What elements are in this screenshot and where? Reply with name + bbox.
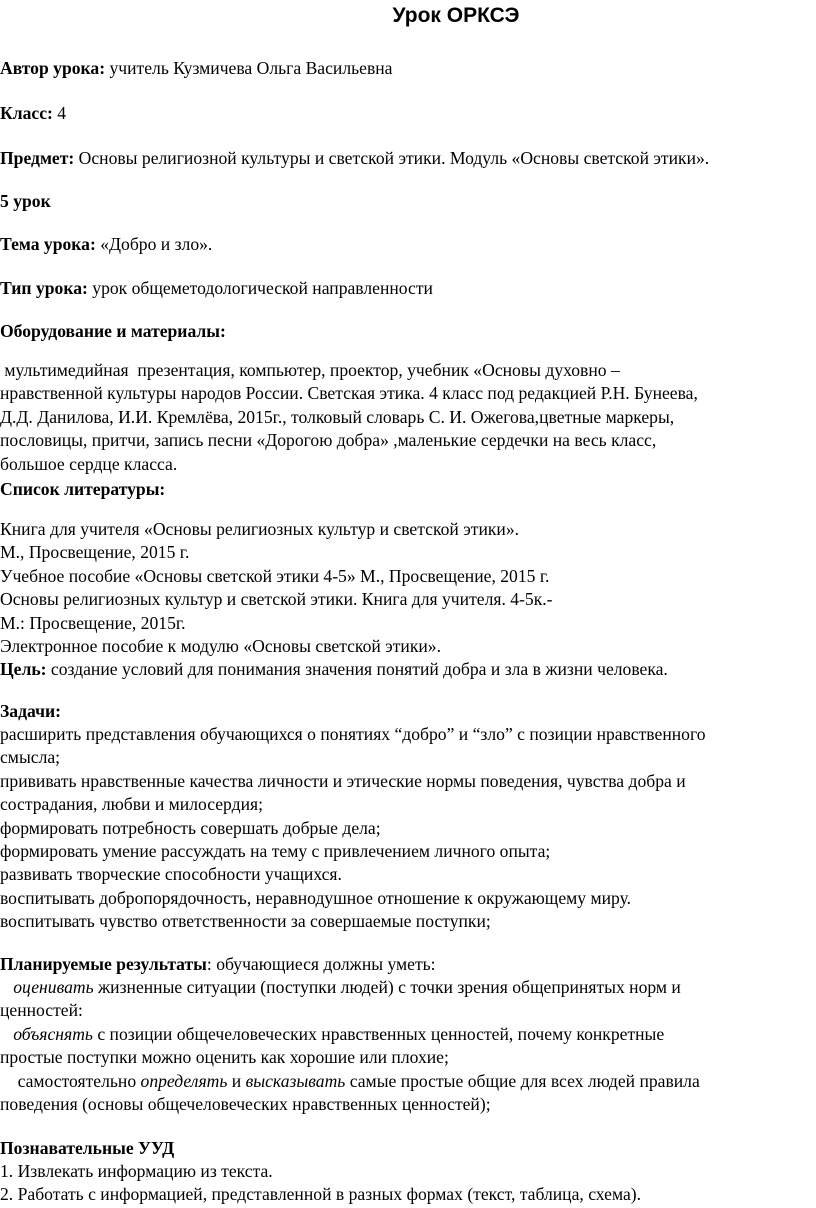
topic-label: Тема урока: [0, 234, 96, 254]
cognitive-list [0, 1160, 812, 1207]
equipment-heading: Оборудование и материалы: [0, 321, 226, 341]
result-item: самостоятельно определять и высказывать самые простые общие для всех людей правила [0, 1070, 700, 1091]
equipment-line: Д.Д. Данилова, И.И. Кремлёва, 2015г., толковый словарь С. И. Ожегова,цветные маркеры, [0, 406, 675, 427]
grade-line [0, 102, 66, 125]
literature-list [0, 518, 812, 658]
task-item: воспитывать чувство ответственности за совершаемые поступки; [0, 911, 491, 932]
goal-value: создание условий для понимания значения понятий добра и зла в жизни человека. [46, 659, 668, 679]
task-item: воспитывать добропорядочность, неравнодушное отношение к окружающему миру. [0, 887, 632, 908]
equipment-list [0, 359, 812, 476]
literature-heading: Список литературы: [0, 479, 166, 499]
cognitive-heading: Познавательные УУД [0, 1138, 175, 1158]
equipment-line: нравственной культуры народов России. Светская этика. 4 класс под редакцией Р.Н. Бунеева, [0, 383, 698, 404]
goal-line [0, 658, 668, 681]
result-item-cont: ценностей: [0, 1000, 83, 1021]
tasks-heading: Задачи: [0, 701, 61, 721]
task-item: формировать потребность совершать добрые дела; [0, 817, 381, 838]
result-item-cont: простые поступки можно оценить как хорошие или плохие; [0, 1047, 449, 1068]
task-item: расширить представления обучающихся о понятиях “добро” и “зло” с позиции нравственного [0, 724, 706, 744]
result-item: оценивать жизненные ситуации (поступки людей) с точки зрения общепринятых норм и [13, 977, 681, 997]
task-item: смысла; [0, 747, 61, 768]
subject-line [0, 147, 709, 170]
subject-value: Основы религиозной культуры и светской этики. Модуль «Основы светской этики». [74, 148, 710, 168]
equipment-line: пословицы, притчи, запись песни «Дорогою добра» ,маленькие сердечки на весь класс, [0, 430, 657, 451]
topic-line [0, 233, 212, 256]
equipment-line: мультимедийная презентация, компьютер, проектор, учебник «Основы духовно – [0, 360, 620, 380]
results-heading: Планируемые результаты: обучающиеся должны уметь: [0, 954, 436, 974]
literature-item: Учебное пособие «Основы светской этики 4-5» М., Просвещение, 2015 г. [0, 565, 550, 586]
tasks-list [0, 723, 812, 934]
literature-item: М.: Просвещение, 2015г. [0, 612, 186, 633]
subject-label: Предмет: [0, 148, 75, 168]
lesson-type-value: урок общеметодологической направленности [87, 278, 433, 298]
equipment-line: большое сердце класса. [0, 453, 178, 474]
literature-item: Основы религиозных культур и светской этики. Книга для учителя. 4-5к.- [0, 589, 553, 610]
cognitive-item: 1. Извлекать информацию из текста. [0, 1161, 273, 1181]
lesson-type-line [0, 277, 433, 300]
literature-item: М., Просвещение, 2015 г. [0, 542, 190, 563]
task-item: формировать умение рассуждать на тему с привлечением личного опыта; [0, 841, 551, 862]
cognitive-item: 2. Работать с информацией, представленной в разных формах (текст, таблица, схема). [0, 1184, 642, 1205]
grade-label: Класс: [0, 103, 53, 123]
author-label: Автор урока: [0, 58, 106, 78]
task-item: сострадания, любви и милосердия; [0, 794, 263, 815]
literature-item: Электронное пособие к модулю «Основы светской этики». [0, 636, 441, 657]
task-item: прививать нравственные качества личности и этические нормы поведения, чувства добра и [0, 770, 686, 791]
topic-value: «Добро и зло». [95, 234, 213, 254]
result-item-cont: поведения (основы общечеловеческих нравственных ценностей); [0, 1094, 491, 1115]
author-value: учитель Кузмичева Ольга Васильевна [105, 58, 393, 78]
result-item: объяснять с позиции общечеловеческих нравственных ценностей, почему конкретные [13, 1023, 665, 1044]
task-item: развивать творческие способности учащихся. [0, 864, 342, 885]
grade-value: 4 [52, 103, 67, 123]
goal-label: Цель: [0, 659, 47, 679]
author-line [0, 57, 392, 80]
literature-item: Книга для учителя «Основы религиозных культур и светской этики». [0, 519, 520, 539]
lesson-number: 5 урок [0, 191, 51, 211]
page-title: Урок ОРКСЭ [392, 4, 520, 27]
lesson-type-label: Тип урока: [0, 278, 88, 298]
results-list [0, 976, 812, 1116]
